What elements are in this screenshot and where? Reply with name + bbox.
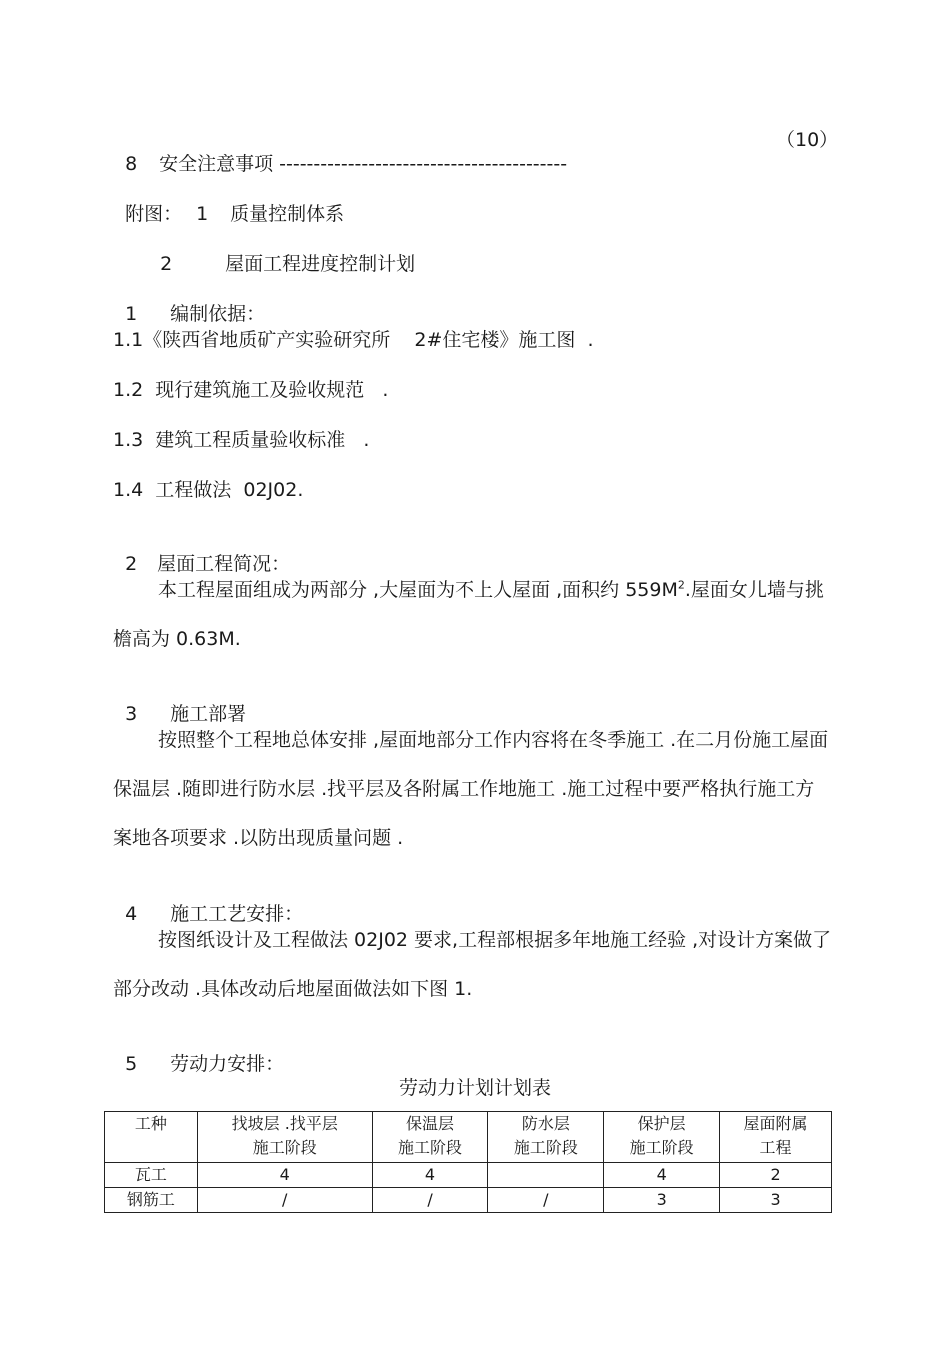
table-cell: 3: [720, 1188, 832, 1213]
table-cell: [488, 1163, 604, 1188]
section-title: 施工部署: [170, 703, 247, 725]
section-heading-1: [113, 278, 265, 326]
table-cell: /: [197, 1188, 372, 1213]
section-2-body: [113, 566, 833, 664]
table-cell: 瓦工: [105, 1163, 198, 1188]
toc-item-number: 8: [125, 153, 138, 175]
toc-item-8: [113, 128, 567, 176]
appendix-text: 屋面工程进度控制计划: [225, 253, 416, 275]
table-cell: /: [372, 1188, 488, 1213]
table-cell: 4: [197, 1163, 372, 1188]
table-cell: 2: [720, 1163, 832, 1188]
subsection-1-4: 1.4 工程做法 02J02.: [113, 479, 304, 501]
section-4-body: 按图纸设计及工程做法 02J02 要求,工程部根据多年地施工经验 ,对设计方案做了部分改动 .具体改动后地屋面做法如下图 1.: [113, 929, 832, 1000]
section-title: 劳动力安排：: [170, 1053, 285, 1075]
header-cell: 屋面附属 工程: [720, 1112, 832, 1163]
section-title: 屋面工程简况：: [157, 553, 291, 575]
table-title: 劳动力计划计划表: [398, 1077, 551, 1099]
body-text: 本工程屋面组成为两部分 ,大屋面为不上人屋面 ,面积约 559M: [158, 579, 678, 601]
appendix-label: 附图：: [125, 203, 183, 225]
table-header-row: [105, 1112, 832, 1163]
subsection-1-2: 1.2 现行建筑施工及验收规范 .: [113, 379, 389, 401]
header-cell: 保温层 施工阶段: [372, 1112, 488, 1163]
header-cell: 工种: [105, 1112, 198, 1163]
toc-page-number: （10）: [776, 129, 839, 151]
appendix-number: 1: [196, 203, 209, 225]
header-cell: 防水层 施工阶段: [488, 1112, 604, 1163]
appendix-text: 质量控制体系: [230, 203, 345, 225]
subsection-1-3: 1.3 建筑工程质量验收标准 .: [113, 429, 370, 451]
header-cell: 保护层 施工阶段: [604, 1112, 720, 1163]
section-3-body: 按照整个工程地总体安排 ,屋面地部分工作内容将在冬季施工 .在二月份施工屋面保温层 .随即进行防水层 .找平层及各附属工作地施工 .施工过程中要严格执行施工方案地各项要求 .以防出现质量问题 .: [113, 729, 829, 849]
appendix-item-1: [113, 178, 344, 226]
section-number: 3: [125, 703, 138, 725]
section-number: 4: [125, 903, 138, 925]
body-text: .屋面女儿墙与挑檐高为 0.63M.: [113, 579, 824, 650]
appendix-number: 2: [160, 253, 173, 275]
labor-plan-table: [104, 1111, 832, 1213]
table-cell: /: [488, 1188, 604, 1213]
appendix-item-2: [148, 228, 415, 276]
section-title: 施工工艺安排：: [170, 903, 304, 925]
header-cell: 找坡层 .找平层 施工阶段: [197, 1112, 372, 1163]
section-number: 2: [125, 553, 138, 575]
table-cell: 4: [372, 1163, 488, 1188]
toc-item-text: 安全注意事项 ------------------------------------------: [159, 153, 568, 175]
table-row: [105, 1188, 832, 1213]
section-number: 1: [125, 303, 138, 325]
subsection-1-1: 1.1《陕西省地质矿产实验研究所 2#住宅楼》施工图 .: [113, 329, 594, 351]
section-title: 编制依据：: [170, 303, 266, 325]
table-cell: 4: [604, 1163, 720, 1188]
table-cell: 3: [604, 1188, 720, 1213]
section-heading-5: [113, 1028, 284, 1076]
section-number: 5: [125, 1053, 138, 1075]
table-row: [105, 1163, 832, 1188]
superscript: 2: [677, 578, 685, 592]
table-cell: 钢筋工: [105, 1188, 198, 1213]
